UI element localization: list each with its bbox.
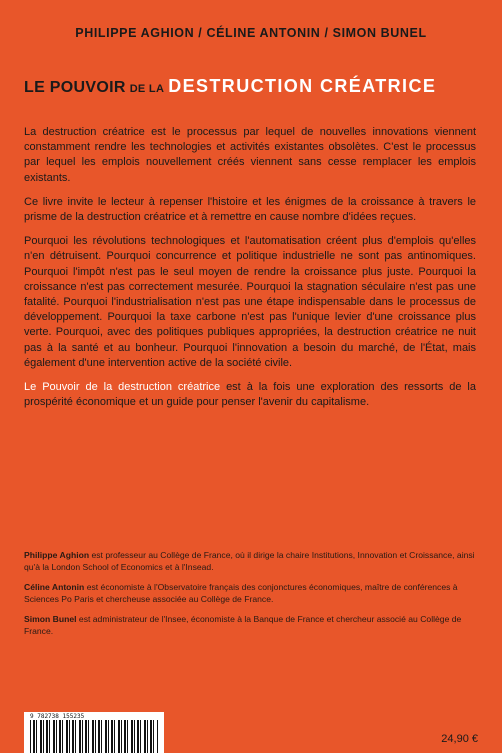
title-part-2: DE LA — [129, 83, 165, 95]
bio-name: Simon Bunel — [24, 614, 77, 624]
title-part-3: DESTRUCTION CRÉATRICE — [168, 76, 437, 96]
closing-highlight: Le Pouvoir de la destruction créatrice — [24, 381, 221, 394]
author-bios — [24, 550, 476, 646]
paragraph-1: La destruction créatrice est le processus par lequel de nouvelles innovations viennent constamment rendre les technologies et activités existantes obsolètes. C'est le processus par lequel les emplois nouvellement créés viennent sans cesse remplacer les emplois existants. — [24, 126, 476, 184]
blurb — [24, 125, 476, 419]
bio-bunel — [24, 614, 476, 637]
authors-line: PHILIPPE AGHION / CÉLINE ANTONIN / SIMON BUNEL — [75, 26, 427, 40]
closing-rest: est à la fois une exploration des ressorts de la prospérité économique et un guide pour penser l'avenir du capitalisme. — [24, 381, 476, 409]
bio-name: Céline Antonin — [24, 582, 85, 592]
barcode — [24, 712, 164, 753]
bio-text: est professeur au Collège de France, où il dirige la chaire Institutions, Innovation et Croissance, ainsi qu'à la London School of Economics et à l'Insead. — [24, 550, 475, 572]
bio-aghion — [24, 550, 476, 573]
bio-name: Philippe Aghion — [24, 550, 90, 560]
bio-text: est administrateur de l'Insee, économiste à la Banque de France et chercheur associé au Collège de France. — [24, 614, 462, 636]
paragraph-2: Ce livre invite le lecteur à repenser l'histoire et les énigmes de la croissance à travers le prisme de la destruction créatrice et à remettre en cause nombre d'idées reçues. — [24, 195, 476, 224]
barcode-bars — [30, 720, 158, 753]
price-label: 24,90 € — [441, 733, 478, 745]
closing-paragraph — [24, 380, 476, 410]
bio-antonin — [24, 582, 476, 605]
paragraph-3: Pourquoi les révolutions technologiques et l'automatisation créent plus d'emplois qu'elles n'en détruisent. Pourquoi concurrence et politique industrielle ne sont pas antinomiques. Pourquoi l'impôt n'est pas le seul moyen de rendre la croissance plus juste. Pourquoi la croissance n'est pas correctement mesurée. Pourquoi la stagnation séculaire n'est pas une fatalité. Pourquoi l'industrialisation n'est pas une étape indispensable dans le processus de développement. Pourquoi la taxe carbone n'est pas l'unique levier d'une croissance plus verte. Pourquoi, avec des politiques publiques appropriées, la destruction créatrice ne nuit pas à la santé et au bonheur. Pourquoi l'innovation a besoin du marché, de l'État, mais également d'une intervention active de la société civile. — [24, 235, 476, 369]
barcode-number: 9 782738 155235 — [30, 713, 85, 720]
bio-text: est économiste à l'Observatoire français des conjonctures économiques, maître de conférences à Sciences Po Paris et chercheuse associée au Collège de France. — [24, 582, 458, 604]
title-part-1: LE POUVOIR — [24, 79, 126, 96]
book-title — [24, 76, 494, 97]
